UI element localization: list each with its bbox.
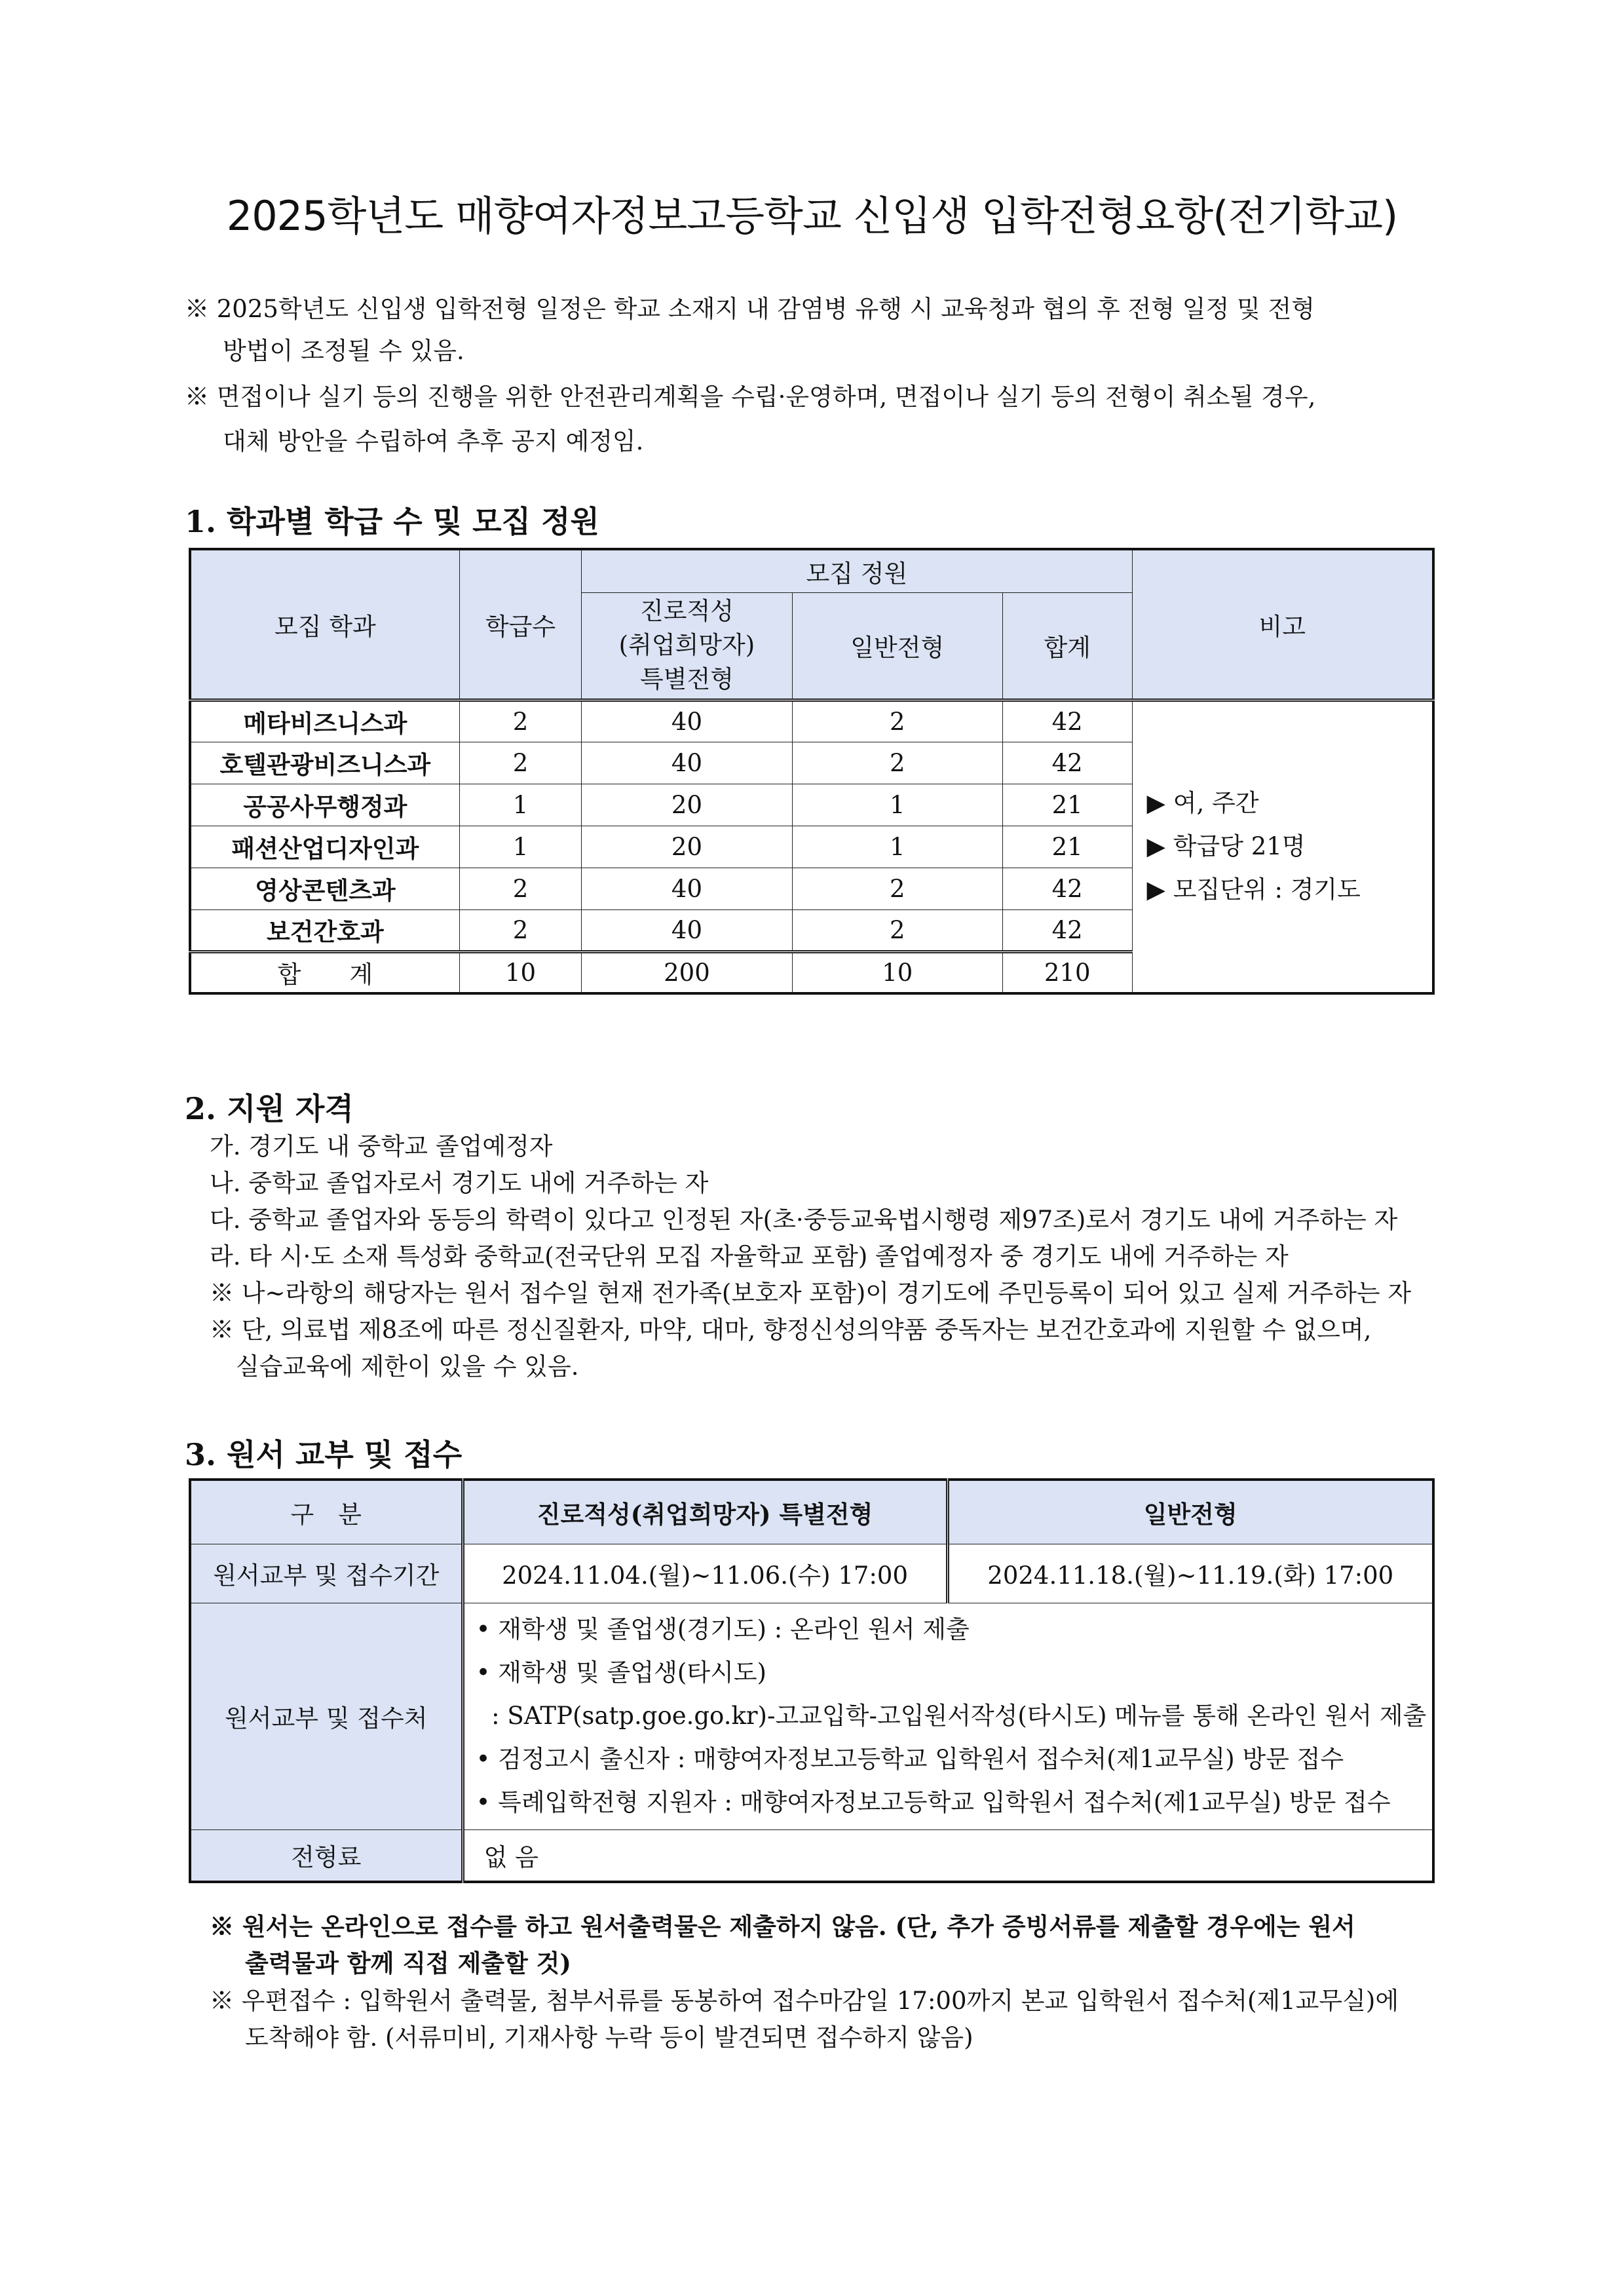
general-cell: 2 xyxy=(792,868,1002,909)
special-cell: 20 xyxy=(582,826,792,868)
sum-total: 210 xyxy=(1002,951,1132,993)
table-row xyxy=(190,700,1433,742)
place-line: : SATP(satp.goe.go.kr)-고교입학-고입원서작성(타시도) 메뉴를 통해 온라인 원서 제출 xyxy=(476,1702,1427,1730)
dept-name: 공공사무행정과 xyxy=(190,784,459,826)
place-line: • 특례입학전형 지원자 : 매향여자정보고등학교 입학원서 접수처(제1교무실) 방문 접수 xyxy=(476,1788,1391,1816)
general-cell: 2 xyxy=(792,700,1002,742)
eligibility-note: ※ 단, 의료법 제8조에 따른 정신질환자, 마약, 대마, 향정신성의약품 중독자는 보건간호과에 지원할 수 없으며, xyxy=(210,1316,1372,1344)
quota-table xyxy=(189,548,1435,995)
period-special: 2024.11.04.(월)~11.06.(수) 17:00 xyxy=(463,1544,947,1603)
classes-cell: 2 xyxy=(459,909,582,951)
remark-line: ▶ 학급당 21명 xyxy=(1146,832,1306,861)
section3-heading: 3. 원서 교부 및 접수 xyxy=(185,1437,463,1472)
total-cell: 21 xyxy=(1002,826,1132,868)
sum-label: 합 계 xyxy=(190,951,459,993)
place-list xyxy=(463,1603,1433,1829)
total-cell: 42 xyxy=(1002,742,1132,784)
total-cell: 42 xyxy=(1002,868,1132,909)
header-general-track: 일반전형 xyxy=(947,1480,1433,1544)
remark-cell xyxy=(1132,700,1433,993)
classes-cell: 2 xyxy=(459,742,582,784)
total-cell: 21 xyxy=(1002,784,1132,826)
header-special-line2: (취업희망자) xyxy=(618,631,755,659)
remark-line: ▶ 여, 주간 xyxy=(1146,789,1259,818)
place-label: 원서교부 및 접수처 xyxy=(190,1603,463,1829)
eligibility-note: ※ 나~라항의 해당자는 원서 접수일 현재 전가족(보호자 포함)이 경기도에 주민등록이 되어 있고 실제 거주하는 자 xyxy=(210,1279,1412,1307)
place-line: • 검정고시 출신자 : 매향여자정보고등학교 입학원서 접수처(제1교무실) 방문 접수 xyxy=(476,1745,1344,1773)
general-cell: 2 xyxy=(792,909,1002,951)
sum-general: 10 xyxy=(792,951,1002,993)
dept-name: 영상콘텐츠과 xyxy=(190,868,459,909)
eligibility-note-cont: 실습교육에 제한이 있을 수 있음. xyxy=(236,1352,579,1381)
header-special xyxy=(582,592,792,700)
dept-name: 패션산업디자인과 xyxy=(190,826,459,868)
header-special-line3: 특별전형 xyxy=(639,665,734,693)
sum-special: 200 xyxy=(582,951,792,993)
application-note-2-line2: 도착해야 함. (서류미비, 기재사항 누락 등이 발견되면 접수하지 않음) xyxy=(245,2023,973,2052)
special-cell: 40 xyxy=(582,909,792,951)
eligibility-item: 라. 타 시·도 소재 특성화 중학교(전국단위 모집 자율학교 포함) 졸업예정자 중 경기도 내에 거주하는 자 xyxy=(210,1242,1289,1271)
classes-cell: 1 xyxy=(459,784,582,826)
place-line: • 재학생 및 졸업생(경기도) : 온라인 원서 제출 xyxy=(476,1615,970,1643)
intro-note-2-line1: ※ 면접이나 실기 등의 진행을 위한 안전관리계획을 수립·운영하며, 면접이나 실기 등의 전형이 취소될 경우, xyxy=(185,383,1316,411)
intro-note-2-line2: 대체 방안을 수립하여 추후 공지 예정임. xyxy=(223,427,644,455)
classes-cell: 1 xyxy=(459,826,582,868)
header-general: 일반전형 xyxy=(792,592,1002,700)
dept-name: 메타비즈니스과 xyxy=(190,700,459,742)
total-cell: 42 xyxy=(1002,909,1132,951)
period-general: 2024.11.18.(월)~11.19.(화) 17:00 xyxy=(947,1544,1433,1603)
application-note-1-line2: 출력물과 함께 직접 제출할 것) xyxy=(245,1949,571,1978)
fee-value: 없 음 xyxy=(463,1829,1433,1882)
header-category: 구 분 xyxy=(190,1480,463,1544)
general-cell: 1 xyxy=(792,784,1002,826)
period-label: 원서교부 및 접수기간 xyxy=(190,1544,463,1603)
intro-note-1-line2: 방법이 조정될 수 있음. xyxy=(223,337,464,365)
application-table xyxy=(189,1478,1435,1883)
section1-heading: 1. 학과별 학급 수 및 모집 정원 xyxy=(185,504,599,539)
special-cell: 40 xyxy=(582,868,792,909)
header-total: 합계 xyxy=(1002,592,1132,700)
header-classes: 학급수 xyxy=(459,549,582,700)
place-line: • 재학생 및 졸업생(타시도) xyxy=(476,1658,766,1687)
eligibility-item: 가. 경기도 내 중학교 졸업예정자 xyxy=(210,1132,553,1160)
header-quota: 모집 정원 xyxy=(582,549,1132,592)
classes-cell: 2 xyxy=(459,868,582,909)
application-note-2-line1: ※ 우편접수 : 입학원서 출력물, 첨부서류를 동봉하여 접수마감일 17:00까지 본교 입학원서 접수처(제1교무실)에 xyxy=(210,1987,1399,2015)
sum-classes: 10 xyxy=(459,951,582,993)
remark-line: ▶ 모집단위 : 경기도 xyxy=(1146,875,1361,904)
dept-name: 호텔관광비즈니스과 xyxy=(190,742,459,784)
eligibility-item: 나. 중학교 졸업자로서 경기도 내에 거주하는 자 xyxy=(210,1169,709,1197)
document-title: 2025학년도 매향여자정보고등학교 신입생 입학전형요항(전기학교) xyxy=(226,192,1398,240)
total-cell: 42 xyxy=(1002,700,1132,742)
header-special-line1: 진로적성 xyxy=(639,597,734,625)
eligibility-item: 다. 중학교 졸업자와 동등의 학력이 있다고 인정된 자(초·중등교육법시행령 제97조)로서 경기도 내에 거주하는 자 xyxy=(210,1206,1398,1234)
special-cell: 40 xyxy=(582,742,792,784)
header-special-track: 진로적성(취업희망자) 특별전형 xyxy=(463,1480,947,1544)
general-cell: 2 xyxy=(792,742,1002,784)
header-remark: 비고 xyxy=(1132,549,1433,700)
fee-label: 전형료 xyxy=(190,1829,463,1882)
section2-heading: 2. 지원 자격 xyxy=(185,1091,354,1126)
special-cell: 40 xyxy=(582,700,792,742)
general-cell: 1 xyxy=(792,826,1002,868)
dept-name: 보건간호과 xyxy=(190,909,459,951)
intro-note-1-line1: ※ 2025학년도 신입생 입학전형 일정은 학교 소재지 내 감염병 유행 시 교육청과 협의 후 전형 일정 및 전형 xyxy=(185,295,1315,323)
header-dept: 모집 학과 xyxy=(190,549,459,700)
special-cell: 20 xyxy=(582,784,792,826)
application-note-1-line1: ※ 원서는 온라인으로 접수를 하고 원서출력물은 제출하지 않음. (단, 추가 증빙서류를 제출할 경우에는 원서 xyxy=(210,1912,1355,1941)
classes-cell: 2 xyxy=(459,700,582,742)
